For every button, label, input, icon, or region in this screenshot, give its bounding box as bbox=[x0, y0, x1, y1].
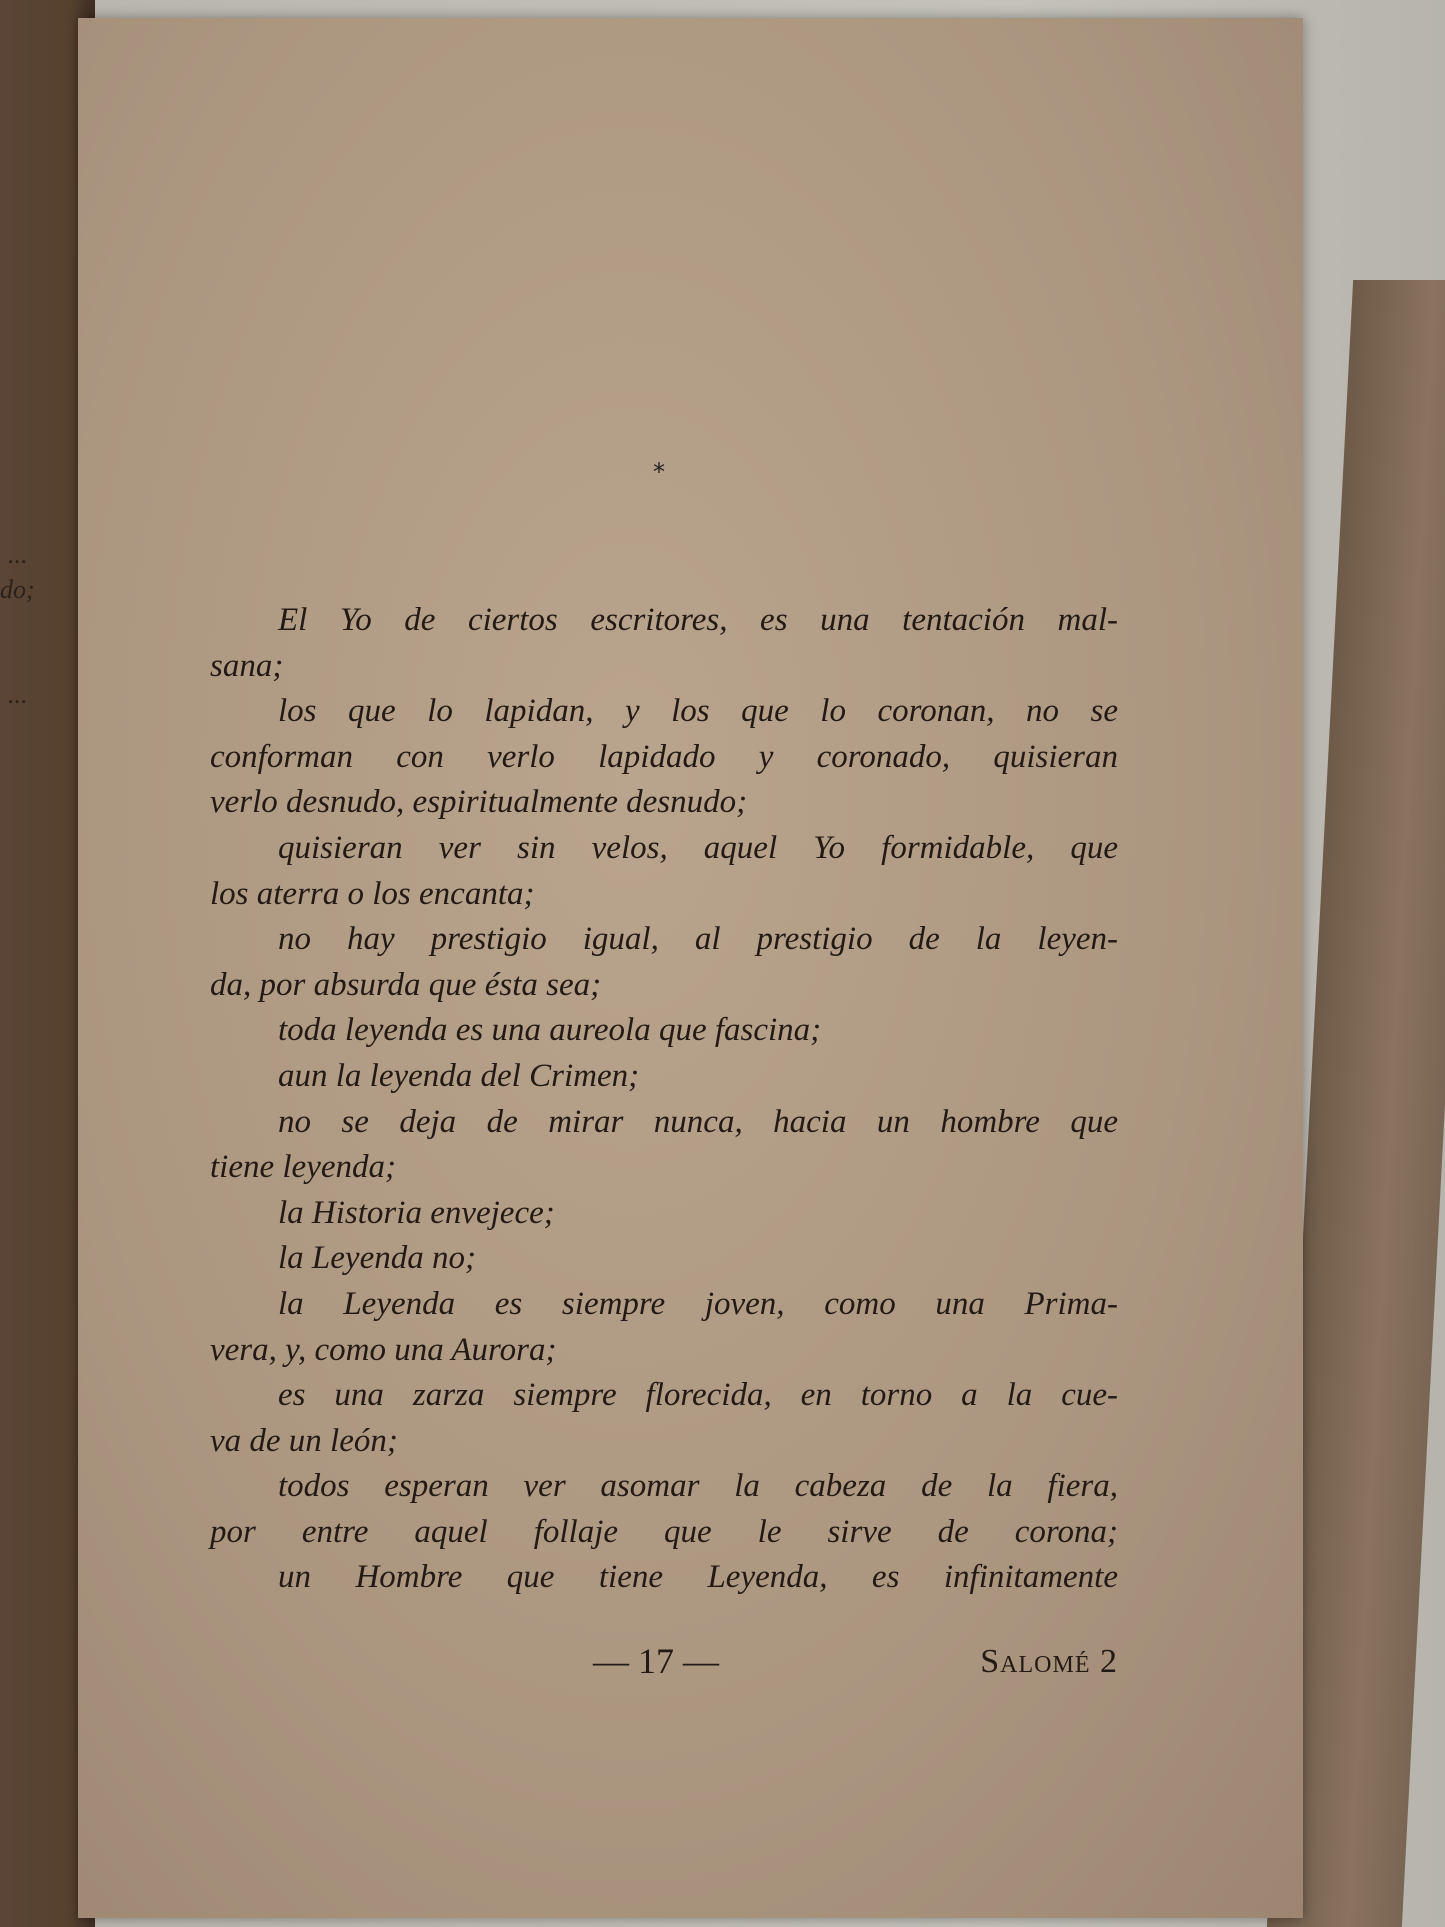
facing-page-fragment: do; bbox=[0, 575, 35, 604]
text-line: tiene leyenda; bbox=[210, 1149, 396, 1186]
page-number: — 17 — bbox=[593, 1641, 719, 1681]
text-line: vera, y, como una Aurora; bbox=[210, 1331, 557, 1368]
text-line: un Hombre que tiene Leyenda, es infinitamente bbox=[278, 1559, 1118, 1596]
text-line: no se deja de mirar nunca, hacia un hombre que bbox=[278, 1103, 1118, 1140]
facing-page-fragment: ... bbox=[8, 680, 28, 709]
text-line: los que lo lapidan, y los que lo coronan, no se bbox=[278, 693, 1118, 730]
text-line: va de un león; bbox=[210, 1422, 398, 1459]
text-line: es una zarza siempre florecida, en torno a la cue- bbox=[278, 1377, 1118, 1414]
page-body-text bbox=[210, 598, 1118, 1601]
text-line: la Historia envejece; bbox=[278, 1194, 555, 1231]
signature-mark: Salomé 2 bbox=[980, 1643, 1118, 1680]
text-line: El Yo de ciertos escritores, es una tentación mal- bbox=[278, 602, 1118, 638]
text-line: por entre aquel follaje que le sirve de corona; bbox=[210, 1513, 1118, 1550]
text-line: toda leyenda es una aureola que fascina; bbox=[278, 1012, 822, 1049]
facing-page-fragment: ... bbox=[8, 540, 28, 569]
text-line: aun la leyenda del Crimen; bbox=[278, 1057, 640, 1094]
text-line: quisieran ver sin velos, aquel Yo formidable, que bbox=[278, 829, 1118, 866]
text-line: todos esperan ver asomar la cabeza de la fiera, bbox=[278, 1468, 1118, 1505]
text-line: no hay prestigio igual, al prestigio de la leyen- bbox=[278, 921, 1118, 958]
book-page bbox=[78, 18, 1303, 1918]
text-line: verlo desnudo, espiritualmente desnudo; bbox=[210, 784, 748, 821]
text-line: da, por absurda que ésta sea; bbox=[210, 966, 602, 1003]
text-line: conforman con verlo lapidado y coronado, quisieran bbox=[210, 738, 1118, 775]
text-line: la Leyenda es siempre joven, como una Prima- bbox=[278, 1285, 1118, 1322]
text-line: la Leyenda no; bbox=[278, 1240, 476, 1277]
section-ornament: * bbox=[653, 458, 665, 486]
text-line: sana; bbox=[210, 647, 284, 684]
text-line: los aterra o los encanta; bbox=[210, 875, 535, 912]
